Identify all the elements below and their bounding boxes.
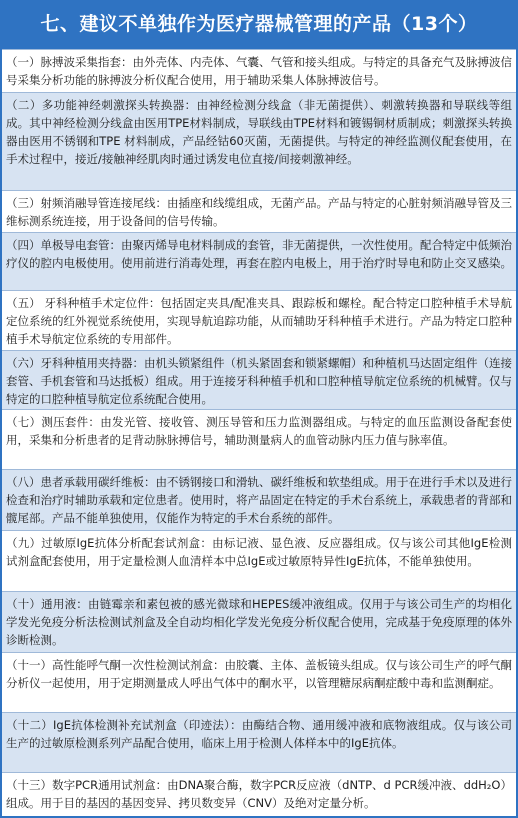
list-item: （三）射频消融导管连接尾线：由插座和线缆组成，无菌产品。产品与特定的心脏射频消融导管及三维标测系统连接，用于设备间的信号传输。 xyxy=(2,190,516,232)
list-item: （一）脉搏波采集指套：由外壳体、内壳体、气囊、气管和接头组成。与特定的具备充气及脉搏波信号采集分析功能的脉搏波分析仪配合使用，用于辅助采集人体脉搏波信号。 xyxy=(2,49,516,92)
list-item: （十三）数字PCR通用试剂盒：由DNA聚合酶，数字PCR反应液（dNTP、d PCR缓冲液、ddH₂O）组成。用于目的基因的基因变异、拷贝数变异（CNV）及绝对定量分析。 xyxy=(2,772,516,816)
list-item: （九）过敏原IgE抗体分析配套试剂盒：由标记液、显色液、反应器组成。仅与该公司其他IgE检测试剂盒配套使用，用于定量检测人血清样本中总IgE或过敏原特异性IgE抗体，不能单独使用。 xyxy=(2,530,516,591)
product-list xyxy=(2,49,516,816)
list-item: （八）患者承载用碳纤维板：由不锈钢接口和滑轨、碳纤维板和软垫组成。用于在进行手术以及进行检查和治疗时辅助承载和定位患者。使用时，将产品固定在特定的手术台系统上，承载患者的背部和髋尾部。产品不能单独使用，仅能作为特定的手术台系统的部件。 xyxy=(2,469,516,530)
list-item: （六）牙科种植用夹持器：由机头锁紧组件（机头紧固套和锁紧螺帽）和种植机马达固定组件（连接套管、手机套管和马达抵板）组成。用于连接牙科种植手机和口腔种植导航定位系统的机械臂。仅与特定的口腔种植导航定位系统配合使用。 xyxy=(2,350,516,409)
page-title: 七、建议不单独作为医疗器械管理的产品（13个） xyxy=(2,0,516,49)
list-item: （四）单极导电套管：由聚丙烯导电材料制成的套管，非无菌提供，一次性使用。配合特定中低频治疗仪的腔内电极使用。使用前进行消毒处理，再套在腔内电极上，用于治疗时导电和防止交叉感染。 xyxy=(2,232,516,290)
list-item: （五） 牙科种植手术定位件：包括固定夹具/配准夹具、跟踪板和螺栓。配合特定口腔种植手术导航定位系统的红外视觉系统使用，实现导航追踪功能，从而辅助牙科种植手术进行。产品为特定口腔种植手术导航定位系统的专用部件。 xyxy=(2,290,516,350)
list-item: （十二）IgE抗体检测补充试剂盒（印迹法）：由酶结合物、通用缓冲液和底物液组成。仅与该公司生产的过敏原检测系列产品配合使用，临床上用于检测人体样本中的IgE抗体。 xyxy=(2,712,516,772)
list-item: （二）多功能神经刺激探头转换器：由神经检测分线盒（非无菌提供）、刺激转换器和导联线等组成。其中神经检测分线盒由医用TPE材料制成，导联线由TPE材料和镀锡铜材质制成；刺激探头转换器由医用不锈钢和TPE 材料制成，产品经钴60灭菌，无菌提供。与特定的神经监测仪配套使用，在手术过程中，接近/接触神经肌肉时通过诱发电位直接/间接刺激神经。 xyxy=(2,92,516,190)
list-item: （十）通用液：由链霉亲和素包被的感光微球和HEPES缓冲液组成。仅用于与该公司生产的均相化学发光免疫分析法检测试剂盒及全自动均相化学发光免疫分析仪配合使用，完成基于免疫原理的体外诊断检测。 xyxy=(2,591,516,652)
list-item: （十一）高性能呼气酮一次性检测试剂盒：由胶囊、主体、盖板镜头组成。仅与该公司生产的呼气酮分析仪一起使用，用于定期测量成人呼出气体中的酮水平，以管理糖尿病酮症酸中毒和监测酮症。 xyxy=(2,652,516,712)
list-item: （七）测压套件：由发光管、接收管、测压导管和压力监测器组成。与特定的血压监测设备配套使用，采集和分析患者的足背动脉脉搏信号，辅助测量病人的血管动脉内压力值与脉率值。 xyxy=(2,409,516,469)
